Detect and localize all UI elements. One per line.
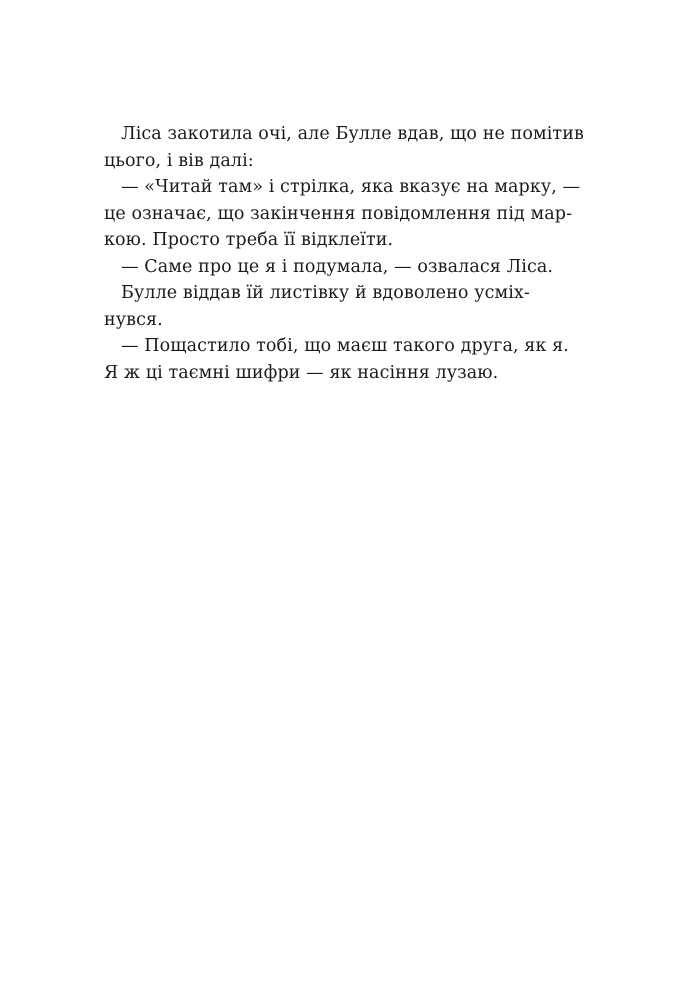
text-line: Булле віддав їй листівку й вдоволено усміх-	[121, 283, 530, 303]
text-line: нувся.	[104, 309, 163, 330]
text-line: — Саме про це я і подумала, — озвалася Ліса.	[121, 256, 554, 277]
text-line: цього, і вів далі:	[104, 150, 254, 171]
text-line: кою. Просто треба її відклеїти.	[104, 230, 394, 250]
text-line: Я ж ці таємні шифри — як насіння лузаю.	[104, 362, 499, 383]
text-line: Ліса закотила очі, але Булле вдав, що не помітив	[121, 124, 584, 144]
text-line: — «Читай там» і стрілка, яка вказує на марку, —	[121, 177, 581, 197]
text-line: — Пощастило тобі, що маєш такого друга, як я.	[121, 336, 569, 356]
body-text	[104, 121, 584, 386]
text-line: це означає, що закінчення повідомлення під мар-	[104, 203, 573, 224]
